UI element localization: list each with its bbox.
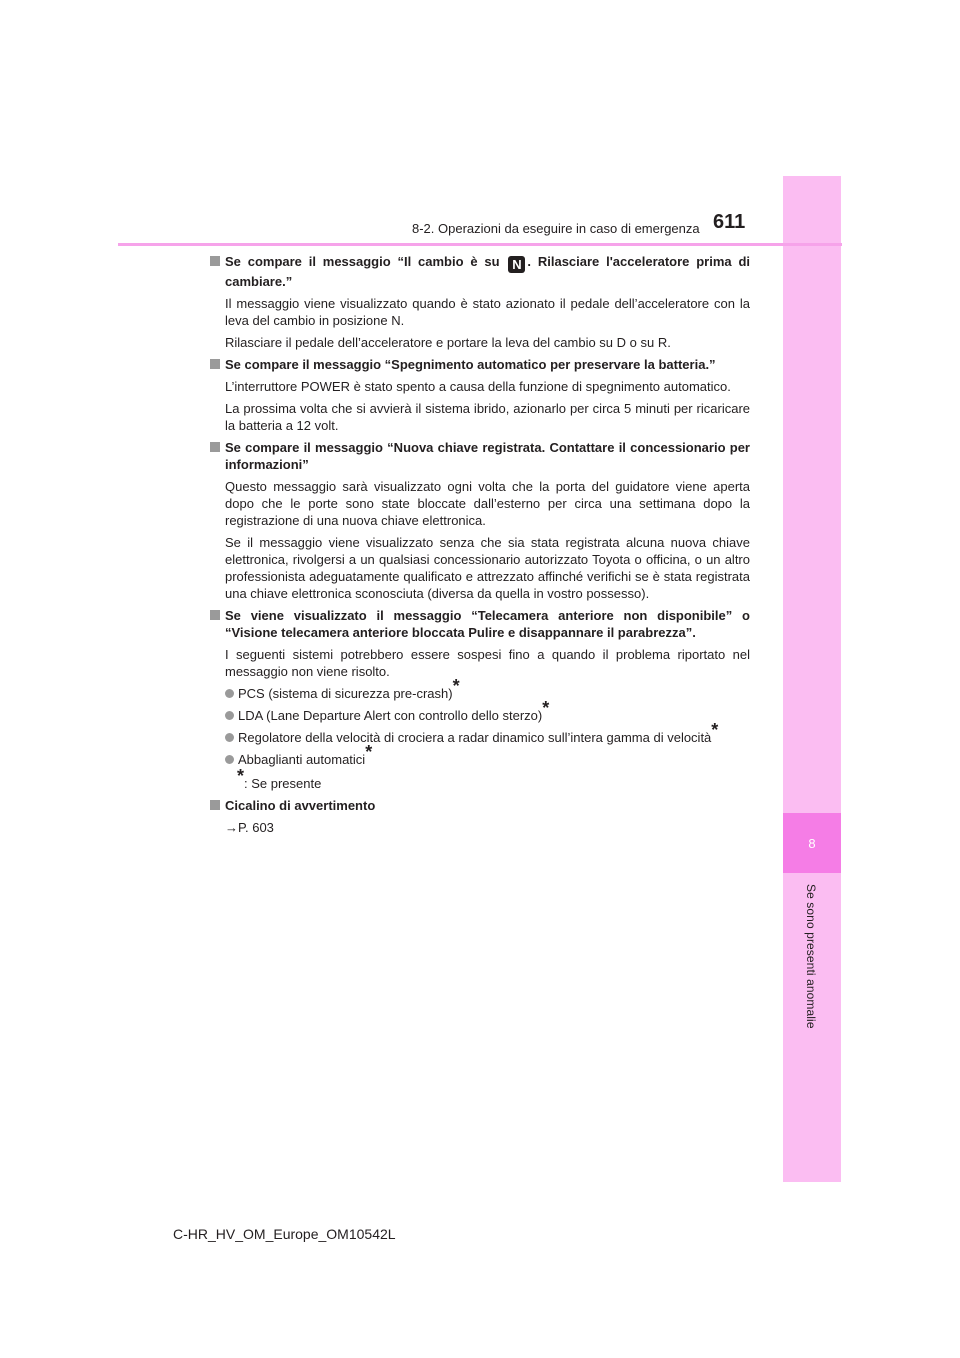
section-heading: Se viene visualizzato il messaggio “Telecamera anteriore non disponibile” o “Visione telecamera anteriore bloccata Pulire e disappannare il parabrezza”. — [225, 608, 750, 640]
section-new-key — [210, 439, 750, 602]
list-item: Abbaglianti automatici* — [225, 751, 750, 768]
section-auto-power-off — [210, 356, 750, 434]
section-heading: Cicalino di avvertimento — [225, 798, 376, 813]
footnote-star: * — [365, 742, 373, 762]
footnote-star: * — [237, 766, 245, 786]
square-bullet-icon — [210, 256, 220, 266]
section-heading: Se compare il messaggio “Nuova chiave registrata. Contattare il concessionario per informazioni” — [225, 440, 750, 472]
round-bullet-icon — [225, 733, 234, 742]
paragraph: L’interruttore POWER è stato spento a causa della funzione di spegnimento automatico. — [225, 379, 731, 394]
neutral-gear-n-icon: N — [508, 256, 525, 273]
page-reference: →P. 603 — [225, 820, 274, 835]
square-bullet-icon — [210, 800, 220, 810]
round-bullet-icon — [225, 755, 234, 764]
header-divider — [118, 243, 842, 246]
list-item: LDA (Lane Departure Alert con controllo dello sterzo)* — [225, 707, 750, 724]
paragraph: Rilasciare il pedale dell’acceleratore e portare la leva del cambio su D o su R. — [225, 335, 671, 350]
footnote: *: Se presente — [237, 766, 322, 791]
section-title: 8-2. Operazioni da eseguire in caso di emergenza — [412, 221, 700, 236]
section-heading: Se compare il messaggio “Spegnimento automatico per preservare la batteria.” — [225, 357, 716, 372]
round-bullet-icon — [225, 711, 234, 720]
section-warning-buzzer — [210, 797, 750, 836]
paragraph: La prossima volta che si avvierà il sistema ibrido, azionarlo per circa 5 minuti per ricaricare la batteria a 12 volt. — [225, 401, 750, 433]
footnote-star: * — [542, 698, 550, 718]
chapter-number: 8 — [783, 813, 841, 873]
section-heading: Se compare il messaggio “Il cambio è su N . Rilasciare l'acceleratore prima di cambiare.” — [225, 254, 750, 289]
paragraph: Il messaggio viene visualizzato quando è stato azionato il pedale dell’acceleratore con la leva del cambio in posizione N. — [225, 296, 750, 328]
footnote-star: * — [711, 720, 719, 740]
page-content — [210, 253, 750, 841]
section-gear-n — [210, 253, 750, 351]
chapter-title: Se sono presenti anomalie — [804, 884, 818, 1029]
square-bullet-icon — [210, 359, 220, 369]
paragraph: Se il messaggio viene visualizzato senza che sia stata registrata alcuna nuova chiave elettronica, rivolgersi a un qualsiasi concessionario autorizzato Toyota o officina, o un altro professionista adeguatamente qualificato e attrezzato affinché verifichi se è stata registrata una chiave elettronica sconosciuta (diversa da quella in vostro possesso). — [225, 535, 750, 601]
document-code: C-HR_HV_OM_Europe_OM10542L — [173, 1226, 396, 1242]
square-bullet-icon — [210, 442, 220, 452]
square-bullet-icon — [210, 610, 220, 620]
footnote-star: * — [452, 676, 460, 696]
page-number: 611 — [713, 211, 746, 233]
list-item: Regolatore della velocità di crociera a radar dinamico sull’intera gamma di velocità* — [225, 729, 750, 746]
list-item: PCS (sistema di sicurezza pre-crash)* — [225, 685, 750, 702]
paragraph: Questo messaggio sarà visualizzato ogni volta che la porta del guidatore viene aperta dopo che le porte sono state bloccate dall’esterno per circa una settimana dopo la registrazione di una nuova chiave elettronica. — [225, 479, 750, 528]
section-front-camera — [210, 607, 750, 792]
paragraph: I seguenti sistemi potrebbero essere sospesi fino a quando il problema riportato nel messaggio non viene risolto. — [225, 647, 750, 679]
round-bullet-icon — [225, 689, 234, 698]
chapter-side-tab — [783, 176, 841, 1182]
